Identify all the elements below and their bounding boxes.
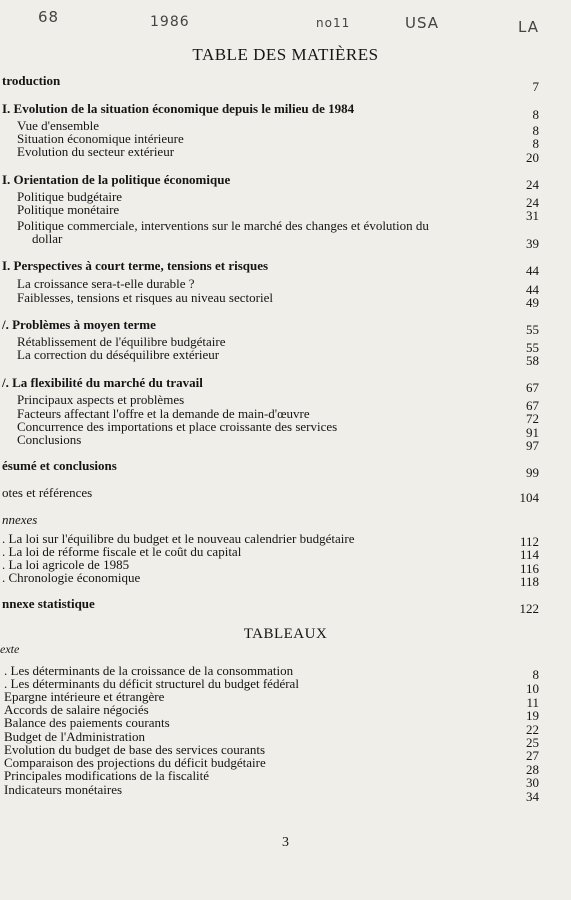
toc-entry-label: I. Perspectives à court terme, tensions et risques: [2, 258, 269, 273]
toc-entry-page: 19: [526, 708, 539, 723]
toc-title: TABLE DES MATIÈRES: [192, 45, 379, 64]
toc-entry-label: La correction du déséquilibre extérieur: [17, 347, 220, 362]
handwritten-year: 1986: [150, 14, 190, 30]
toc-entry-page: 31: [526, 208, 539, 223]
toc-entry-page: 67: [526, 380, 539, 395]
toc-entry-page: 28: [526, 762, 539, 777]
toc-entry-page: 116: [519, 561, 539, 576]
toc-entry-label: Politique monétaire: [17, 202, 120, 217]
handwritten-note-left: 68: [38, 8, 60, 26]
toc-entry-page: 8: [532, 107, 539, 122]
page-number: 3: [282, 835, 289, 850]
toc-entry-page: 72: [526, 411, 539, 426]
toc-entry-label: Comparaison des projections du déficit budgétaire: [4, 755, 266, 770]
toc-entry-page: 55: [526, 340, 539, 355]
toc-entry-label: La croissance sera-t-elle durable ?: [17, 276, 195, 291]
toc-entry-label: I. Evolution de la situation économique depuis le milieu de 1984: [2, 101, 355, 116]
toc-entry-label: . Chronologie économique: [2, 570, 141, 585]
toc-entry-page: 67: [526, 398, 539, 413]
toc-entry-page: 118: [519, 574, 539, 589]
tables-title: TABLEAUX: [243, 626, 328, 642]
toc-entry-page: 34: [526, 789, 539, 804]
toc-entry-page: 91: [526, 425, 539, 440]
toc-entry-label: ésumé et conclusions: [2, 458, 117, 473]
toc-entry-label: Principaux aspects et problèmes: [17, 392, 185, 407]
toc-entry-label: Rétablissement de l'équilibre budgétaire: [17, 334, 226, 349]
handwritten-note-right: LA: [518, 18, 539, 36]
toc-entry-page: 99: [526, 465, 539, 480]
toc-entry-page: 22: [526, 722, 539, 737]
toc-entry-label: otes et références: [2, 485, 93, 500]
toc-entry-label: Evolution du secteur extérieur: [17, 144, 175, 159]
toc-entry-page: 25: [526, 735, 539, 750]
toc-entry-label: I. Orientation de la politique économique: [2, 172, 231, 187]
toc-entry-label: Epargne intérieure et étrangère: [4, 689, 165, 704]
toc-entry-label: . Les déterminants de la croissance de la consommation: [4, 663, 294, 678]
toc-entry-page: 20: [526, 150, 539, 165]
toc-entry-label: Politique budgétaire: [17, 189, 123, 204]
toc-entry-page: 112: [519, 534, 539, 549]
toc-entry-label: Facteurs affectant l'offre et la demande de main-d'œuvre: [17, 406, 310, 421]
toc-entry-label: . La loi agricole de 1985: [2, 557, 130, 572]
toc-entry-page: 24: [526, 195, 539, 210]
toc-entry-label: . La loi sur l'équilibre du budget et le nouveau calendrier budgétaire: [2, 531, 355, 546]
toc-entry-page: 8: [532, 136, 539, 151]
handwritten-country: USA: [405, 14, 440, 32]
toc-entry-label: Politique commerciale, interventions sur le marché des changes et évolution du: [17, 218, 429, 233]
toc-entry-page: 44: [526, 282, 539, 297]
toc-entry-page: 7: [532, 79, 539, 94]
toc-entry-label: /. Problèmes à moyen terme: [2, 317, 156, 332]
toc-entry-label: Balance des paiements courants: [4, 715, 170, 730]
toc-entry-page: 27: [526, 748, 539, 763]
toc-entry-label: troduction: [2, 73, 61, 88]
toc-entry-page: 11: [526, 695, 539, 710]
handwritten-code: no11: [316, 16, 351, 30]
toc-entry-page: 8: [532, 123, 539, 138]
toc-entry-page: 122: [519, 601, 539, 616]
toc-entry-label: Concurrence des importations et place croissante des services: [17, 419, 338, 434]
toc-entry-label: nnexes: [2, 512, 38, 527]
toc-entry-label: dollar: [32, 231, 63, 246]
toc-entry-label: . La loi de réforme fiscale et le coût du capital: [2, 544, 242, 559]
toc-entry-page: 10: [526, 681, 539, 696]
toc-entry-label: /. La flexibilité du marché du travail: [2, 375, 203, 390]
document-page: 68 1986 no11 USA LA TABLE DES MATIÈRES troduction 7 I. Evolution de la situation économique depuis le milieu de 1984 8 Vue d'ensemble 8 Situation économique intérieure 8 Evolution du secteur extérieur 20 I. Orientation de la politique économique 24 Politique budgétaire 24 Politique monétaire 31 Politique commerciale, interventions sur le marché des changes et évolution du dollar 39 I. Perspectives à court terme, tensions et risques 44 La croissance sera-t-elle durable ? 44 Faiblesses, tensions et risques au niveau sectoriel 49 /. Problèmes à moyen terme 55 Rétablissement de l'équilibre budgétaire 55 La correction du déséquilibre extérieur 58 /. La flexibilité du marché du travail 67 Principaux aspects et problèmes 67 Facteurs affectant l'offre et la demande de main-d'œuvre 72 Concurrence des importations et place croissante des services 91 Conclusions 97 ésumé et conclusions 99 otes et références 104 nnexes . La loi sur l'équilibre du budget et le nouveau calendrier budgétaire 112 . La loi de réforme fiscale et le coût du capital 114 . La loi agricole de 1985 116 . Chronologie économique 118 nnexe statistique 122 TABLEAUX exte . Les déterminants de la croissance de la consommation 8 . Les déterminants du déficit structurel du budget fédéral 10 Epargne intérieure et étrangère 11 Accords de salaire négociés 19 Balance des paiements courants 22 Budget de l'Administration 25 Evolution du budget de base des services courants 27 Comparaison des projections du déficit budgétaire 28 Principales modifications de la fiscalité 30 Indicateurs monétaires 34 3: [0, 0, 571, 900]
toc-entry-page: 97: [526, 438, 539, 453]
toc-entry-label: Indicateurs monétaires: [4, 782, 123, 797]
toc-entry-label: Situation économique intérieure: [17, 131, 184, 146]
toc-entry-label: . Les déterminants du déficit structurel du budget fédéral: [4, 676, 299, 691]
toc-entry-label: nnexe statistique: [2, 596, 95, 611]
toc-entry-page: 49: [526, 295, 539, 310]
toc-entry-page: 39: [526, 236, 539, 251]
toc-entry-label: Vue d'ensemble: [17, 118, 100, 133]
toc-entry-label: Faiblesses, tensions et risques au niveau sectoriel: [17, 290, 273, 305]
toc-entry-label: Principales modifications de la fiscalité: [4, 768, 210, 783]
toc-entry-label: Evolution du budget de base des services courants: [4, 742, 266, 757]
toc-entry-page: 114: [519, 547, 539, 562]
toc-entry-page: 24: [526, 177, 539, 192]
toc-entry-label: Accords de salaire négociés: [4, 702, 149, 717]
toc-entry-page: 55: [526, 322, 539, 337]
toc-entry-page: 104: [519, 490, 539, 505]
toc-entry-label: Budget de l'Administration: [4, 729, 145, 744]
toc-entry-page: 58: [526, 353, 539, 368]
toc-entry-page: 30: [526, 775, 539, 790]
toc-entry-label: Conclusions: [17, 432, 82, 447]
toc-entry-page: 8: [532, 667, 539, 682]
toc-entry-page: 44: [526, 263, 539, 278]
